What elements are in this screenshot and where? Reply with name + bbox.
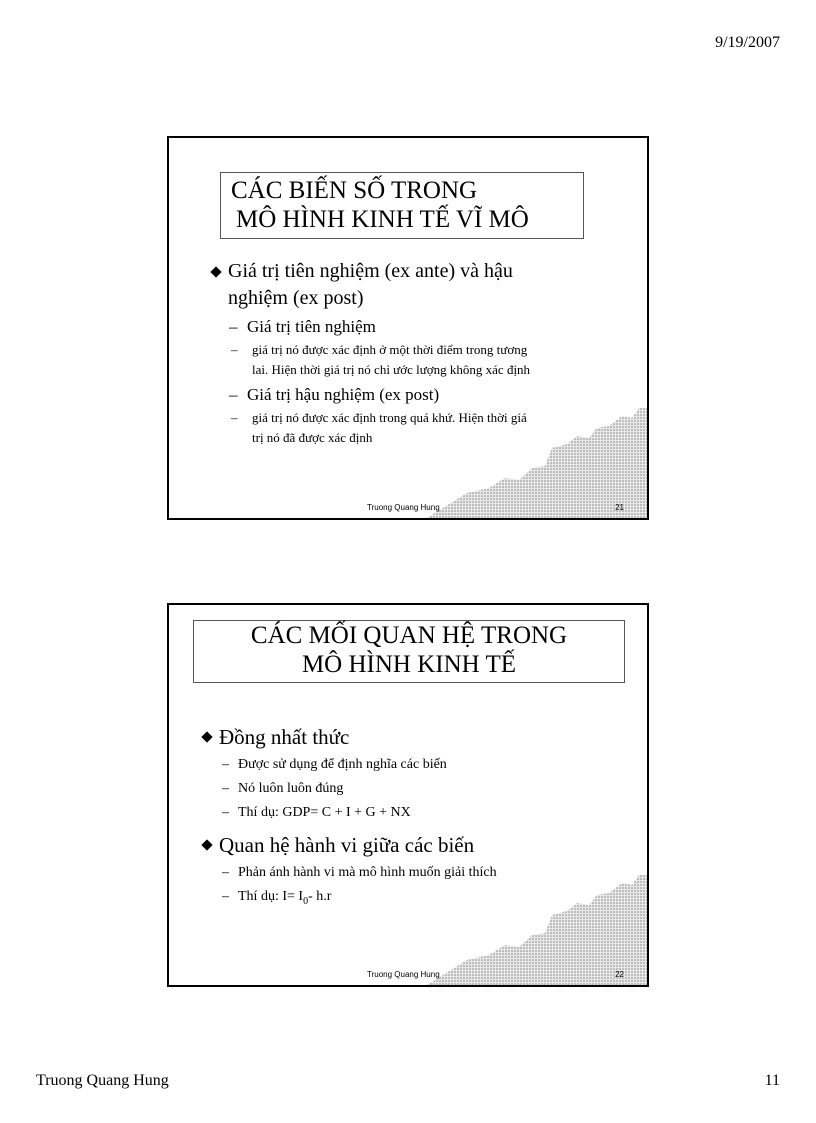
- sub-item: [198, 753, 628, 777]
- page-date: 9/19/2007: [715, 34, 780, 51]
- sub-detail: [207, 408, 627, 448]
- dash-icon: –: [231, 410, 238, 425]
- slide-title: [193, 620, 625, 683]
- sub-detail: [207, 340, 627, 380]
- slide-21: [167, 136, 649, 520]
- dash-icon: –: [222, 757, 229, 772]
- diamond-bullet-icon: [201, 839, 212, 850]
- sub-item-text: Phản ánh hành vi mà mô hình muốn giải thích: [238, 865, 497, 880]
- diamond-bullet-icon: [210, 266, 221, 277]
- formula-prefix: Thí dụ: I= I: [238, 889, 304, 904]
- sub-item-text: Giá trị hậu nghiệm (ex post): [247, 385, 440, 404]
- formula-suffix: - h.r: [308, 889, 332, 904]
- page-number: 11: [764, 1072, 780, 1089]
- dash-icon: –: [231, 342, 238, 357]
- page-footer-author: Truong Quang Hung: [36, 1072, 169, 1089]
- slide-number: 21: [615, 503, 624, 512]
- sub-item-text: Nó luôn luôn đúng: [238, 781, 344, 796]
- dash-icon: –: [229, 317, 238, 336]
- bullet-item: [207, 258, 627, 312]
- slide-22: [167, 603, 649, 987]
- slide-title-line: MÔ HÌNH KINH TẾ: [301, 650, 517, 678]
- slide-title: [220, 172, 584, 239]
- bullet-text: Giá trị tiên nghiệm (ex ante) và hậu: [228, 260, 513, 282]
- bullet-text: Đồng nhất thức: [219, 725, 350, 749]
- bullet-text: Quan hệ hành vi giữa các biến: [219, 833, 475, 857]
- sub-item: [198, 777, 628, 801]
- sub-item: [198, 885, 628, 914]
- sub-item-text: Giá trị tiên nghiệm: [247, 317, 376, 336]
- sub-detail-line: giá trị nó được xác định ở một thời điểm trong tương: [252, 342, 528, 357]
- slide-footer-author: Truong Quang Hung: [367, 970, 440, 979]
- slide-title-line: MÔ HÌNH KINH TẾ VĨ MÔ: [236, 205, 529, 233]
- sub-item: [198, 801, 628, 825]
- dash-icon: –: [222, 781, 229, 796]
- sub-item-text: Thí dụ: GDP= C + I + G + NX: [238, 805, 411, 820]
- bullet-item: [198, 723, 628, 751]
- bullet-text-continued: nghiệm (ex post): [228, 287, 364, 309]
- slide-title-line: CÁC BIẾN SỐ TRONG: [231, 177, 478, 204]
- slide-footer-author: Truong Quang Hung: [367, 503, 440, 512]
- dash-icon: –: [229, 385, 238, 404]
- slide-number: 22: [615, 970, 624, 979]
- slide-title-line: CÁC MỐI QUAN HỆ TRONG: [250, 622, 568, 649]
- sub-item: [207, 316, 627, 338]
- dash-icon: –: [222, 889, 229, 904]
- sub-detail-line: giá trị nó được xác định trong quá khứ. Hiện thời giá: [252, 410, 527, 425]
- dash-icon: –: [222, 805, 229, 820]
- slide-content: [198, 723, 628, 914]
- sub-item: [207, 384, 627, 406]
- dash-icon: –: [222, 865, 229, 880]
- formula-subscript: 0: [303, 895, 309, 907]
- slide-content: [207, 258, 627, 448]
- sub-detail-line: trị nó đã được xác định: [252, 430, 373, 445]
- sub-detail-line: lai. Hiện thời giá trị nó chỉ ước lượng không xác định: [252, 362, 531, 377]
- sub-item: [198, 861, 628, 885]
- bullet-item: [198, 831, 628, 859]
- diamond-bullet-icon: [201, 731, 212, 742]
- sub-item-text: Được sử dụng để định nghĩa các biến: [238, 757, 447, 772]
